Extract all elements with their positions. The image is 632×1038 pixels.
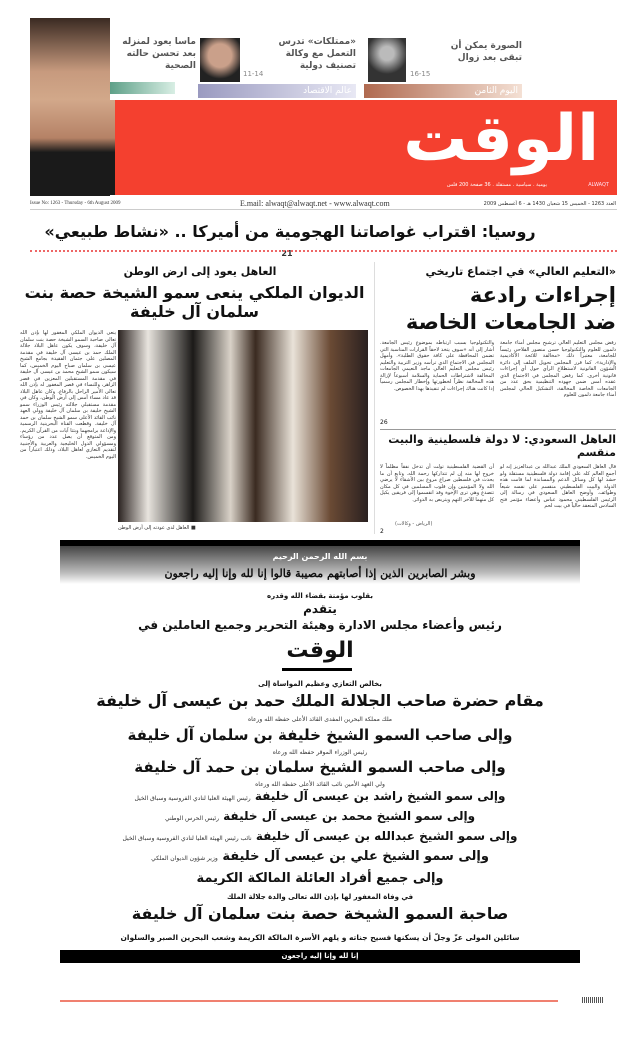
top-headline-page: 21 xyxy=(281,249,293,258)
recipient-abdulla xyxy=(60,829,580,843)
right-story-rule xyxy=(380,429,616,430)
basmala: بسم الله الرحمن الرحيم xyxy=(272,552,368,561)
recipient-title: رئيس الهيئة العليا لنادي الفروسية وسباق الخيل xyxy=(134,795,251,802)
infobar-rule xyxy=(30,209,617,210)
condolence-ad xyxy=(60,540,580,1002)
quran-verse-calligraphy: وبشر الصابرين الذين إذا أصابتهم مصيبة قالوا إنا لله وإنا إليه راجعون xyxy=(164,567,476,580)
ad-footer-bar xyxy=(60,950,580,963)
top-headline-rule xyxy=(30,250,617,252)
recipient-name: وإلى سمو الشيخ عبدالله بن عيسى آل خليفة xyxy=(255,829,518,843)
photo-caption-text: العاهل لدى عودته إلى أرض الوطن xyxy=(118,525,190,531)
right-headline-1[interactable]: إجراءات رادعة xyxy=(469,283,616,307)
right-story-col-1: رفض مجلس التعليم العالي ترشيح مجلس أمناء جامعة دلمون للعلوم والتكنولوجيا حسن منصور الفلاحي رئيساً للجامعة، معتبراً ذلك «مخالفة للائحة الأكاديمية والإدارية». كما قرر المجلس تحويل الملف إلى دائرة الشؤون القانونية لاستطلاع الرأي حول أي إجراءات قانونية أخرى. كما رفض المجلس في الاجتماع الذي عقده أمس ضمن جهوده التنظيمية بحق عدد من الجامعات الخاصة المخالفة، التشكيل الحالي لمجلس أمناء جامعة دلمون للعلوم xyxy=(500,340,616,398)
masthead-photo xyxy=(30,100,115,195)
section-tag-day8[interactable] xyxy=(364,84,522,98)
recipient-title: رئيس الحرس الوطني xyxy=(164,815,219,822)
masthead-logo[interactable]: الوقت xyxy=(403,102,599,176)
ad-paper-logo: الوقت xyxy=(286,638,354,663)
day8-pages: 16-15 xyxy=(410,70,431,78)
ad-on-death: في وفاة المغفور لها بإذن الله تعالى والدة جلالة الملك xyxy=(226,893,414,901)
ad-from: رئيس وأعضاء مجلس الادارة وهيئة التحرير وجميع العاملين في xyxy=(138,618,502,632)
right-story-source: (الرياض - وكالات) xyxy=(395,521,433,527)
recipient-crown-prince: وإلى صاحب السمو الشيخ سلمان بن حمد آل خليفة xyxy=(134,758,506,776)
top-headline[interactable] xyxy=(40,222,540,260)
section-tag-label: اليوم الثامن xyxy=(474,86,518,96)
photo-caption: ■ العاهل لدى عودته إلى أرض الوطن xyxy=(118,525,196,531)
bottom-rule xyxy=(60,1000,558,1002)
ad-with: بخالص التعازي وعظيم المواساة إلى xyxy=(258,680,382,688)
right-story-col-2: والتكنولوجيا بسبب ارتباطه بموضوع رئيس الجامعة. أشار إلى أنه «سوف يتخذ لاحقاً القرارات المناسبة التي تضمن المحافظة على كافة حقوق الطلبة». وأمهل المجلس في الاجتماع الذي ترأسه وزير التربية والتعليم رئيس مجلس التعليم العالي ماجد النعيمي الجامعات المخالفة لاشتراطات الحماية والسلامة أسبوعاً لإزالة هذه المخالفة نظراً لخطورتها وإخطار المجلس رسمياً إذا كانت هناك إجراءات لم تنفيذها بهذا الخصوص. xyxy=(380,340,494,392)
recipient-mohammed xyxy=(60,809,580,823)
teaser-photo-day8[interactable] xyxy=(368,38,406,82)
recipient-rashid xyxy=(60,789,580,803)
section-tag-economy[interactable] xyxy=(198,84,356,98)
issue-arabic: العدد 1263 - الخميس 15 شعبان 1430 هـ - 6 أغسطس 2009 xyxy=(483,201,616,207)
contact-line[interactable]: E.mail: alwaqt@alwaqt.net - www.alwaqt.com xyxy=(240,199,390,208)
teaser-photo-economy[interactable] xyxy=(200,38,240,82)
ad-intro: بقلوب مؤمنة بقضاء الله وقدره xyxy=(267,592,373,600)
right-story-col-3: قال العاهل السعودي الملك عبدالله بن عبدالعزيز إنه لو أجمع العالم كله على إقامة دولة فلسطينية مستقلة ولو حشد لها كل وسائل الدعم والمساندة لما قامت هذه الدولة والبيت الفلسطيني منقسم على نفسه شيعاً وطوائف. وأوضح العاهل السعودي في رسالة إلى الرئيس الفلسطيني محمود عباس وأعضاء مؤتمر فتح السادس المنعقد حالياً في بيت لحم xyxy=(500,464,616,509)
recipient-title: نائب رئيس الهيئة العليا لنادي الفروسية وسباق الخيل xyxy=(122,835,252,842)
section-tag-label: عالم الاقتصاد xyxy=(303,86,352,96)
economy-pages: 11-14 xyxy=(243,70,264,78)
main-story-photo[interactable] xyxy=(118,330,368,522)
recipient-pm: وإلى صاحب السمو الشيخ خليفة بن سلمان آل خليفة xyxy=(127,726,513,744)
teaser-day8[interactable]: الصورة يمكن أن تبقى بعد زوال xyxy=(450,41,522,63)
right-story-page: 26 xyxy=(380,419,388,426)
recipient-name: وإلى سمو الشيخ علي بن عيسى آل خليفة xyxy=(222,849,489,864)
masthead xyxy=(30,100,617,195)
right-kicker: «التعليم العالي» في اجتماع تاريخي xyxy=(425,265,616,278)
teaser-bar-sport xyxy=(110,82,175,94)
deceased-name: صاحبة السمو الشيخة حصة بنت سلمان آل خليفة xyxy=(131,904,509,923)
masthead-tagline: يومية . سياسية . مستقلة . 36 صفحة 200 فلس xyxy=(446,182,547,188)
ad-logo-underline xyxy=(282,668,352,671)
right-story-col-4: أن القضية الفلسطينية تولت أن تدخل نفقاً مظلماً لا خروج لها منه إن لم تتداركها رحمة الله. وتابع أن ما يحدث في فلسطين صراع مروع بين الأشقاء لا يرضي الله ولا المؤمنين وإن قلوب المسلمين في كل مكان تتصدع وهي ترى الإخوة وقد انقسموا إلى فريقين يكيل كل منهما للآخر التهم ويتربص به الدوائر. xyxy=(380,464,494,503)
ad-prayer: سائلين المولى عزّ وجلّ أن يسكنها فسيح جناته و يلهم الأسرة المالكة الكريمة وشعب البحرين الصبر والسلوان xyxy=(120,933,520,942)
right-story-page-2: 2 xyxy=(380,528,384,535)
main-story-body: ينعى الديوان الملكي المغفور لها بإذن الله تعالى صاحبة السمو الشيخة حصة بنت سلمان آل خليفة، وسوف يكون عاهل البلاد جلالة الملك حمد بن عيسى آل خليفة في مقدمة المصلين على جثمان الفقيدة بجامع الشيخ عيسى بن سلمان صباح اليوم الخميس، كما سيكون سمو الشيخ محمد بن عيسى آل خليفة في مقدمة المستقبلين المعزين في قصر الزاهر، وللنساء في قصر المغفور له بإذن الله تعالى الأمير الراحل بالرفاع. وكان عاهل البلاد قد عاد مساء أمس إلى أرض الوطن، وكان في مقدمة مستقبلي جلالته رئيس الوزراء سمو الشيخ خليفة بن سلمان آل خليفة وولي العهد نائب القائد الأعلى سمو الشيخ سلمان بن حمد آل خليفة. وقطعت القناة البحرينية الرسمية والإذاعة برامجهما وبثتا آيات من القرآن الكريم. ومن المتوقع أن يصل عدد من رؤساء ومسؤولي الدول الخليجية والعربية والأجنبية لتقديم التعازي لعاهل البلاد، وذلك اعتباراً من اليوم الخميس. xyxy=(20,330,116,460)
issue-english: Issue No: 1263 - Thursday - 6th August 2009 xyxy=(30,201,121,206)
recipient-king-title: ملك مملكة البحرين المفدى القائد الأعلى حفظه الله ورعاه xyxy=(247,716,393,723)
recipient-ali xyxy=(60,849,580,864)
recipient-title: وزير شؤون الديوان الملكي xyxy=(151,855,218,862)
teaser-massa[interactable]: ماسا يعود لمنزله بعد تحسن حالته الصحية xyxy=(122,37,196,71)
column-divider xyxy=(374,262,375,534)
main-headline[interactable]: الديوان الملكي ينعى سمو الشيخة حصة بنت سلمان آل خليفة xyxy=(24,283,365,321)
recipient-name: وإلى سمو الشيخ محمد بن عيسى آل خليفة xyxy=(223,809,476,823)
right-headline-3[interactable]: العاهل السعودي: لا دولة فلسطينية والبيت منقسم xyxy=(388,433,616,459)
recipient-crown-prince-title: ولي العهد الأمين نائب القائد الأعلى حفظه الله ورعاه xyxy=(255,781,385,788)
right-headline-2[interactable]: ضد الجامعات الخاصة xyxy=(405,310,616,334)
recipient-royal-family: وإلى جميع أفراد العائلة المالكة الكريمة xyxy=(196,871,444,886)
recipient-pm-title: رئيس الوزراء الموقر حفظه الله ورعاه xyxy=(272,749,368,756)
main-kicker: العاهل يعود إلى ارض الوطن xyxy=(123,265,277,278)
masthead-logo-latin: ALWAQT xyxy=(588,182,609,188)
recipient-king: مقام حضرة صاحب الجلالة الملك حمد بن عيسى آل خليفة xyxy=(96,691,544,710)
teaser-economy[interactable]: «ممتلكات» تدرس التعمل مع وكالة تصنيف دولية xyxy=(278,37,356,71)
top-headline-text: روسيا: اقتراب غواصاتنا الهجومية من أميركا .. «نشاط طبيعي» xyxy=(44,222,536,241)
ad-footer-text: إنا لله وإنا إليه راجعون xyxy=(281,952,359,960)
recipient-name: وإلى سمو الشيخ راشد بن عيسى آل خليفة xyxy=(254,789,506,803)
barcode-icon xyxy=(582,997,604,1003)
ad-offers: يتقدم xyxy=(303,602,337,616)
